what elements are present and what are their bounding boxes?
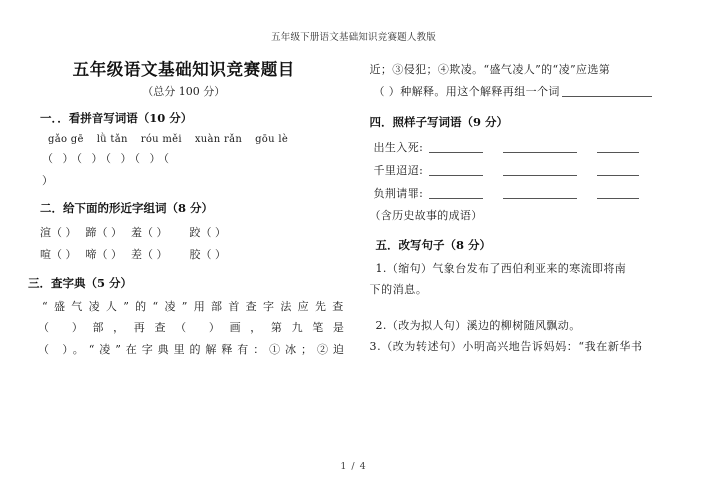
section-5-item-1-line-2: 下的消息。 — [369, 283, 428, 297]
char-blank-cell: 蹄（ ） — [85, 225, 122, 239]
right-column — [356, 59, 690, 360]
char-blank-cell: 渲（ ） — [40, 225, 77, 239]
section-3-heading: 三．查字典（5 分） — [28, 275, 133, 290]
section-1-answer-brackets-wrap — [22, 170, 346, 191]
section-1-answer-brackets — [22, 148, 346, 169]
answer-blank[interactable] — [503, 187, 577, 199]
char-blank-cell: 羞（ ） — [131, 225, 168, 239]
section-5-item-2: 2.（改为拟人句）溪边的柳树随风飘动。 — [375, 318, 581, 332]
section-3-continued-line-2 — [370, 81, 690, 102]
idiom-label: 出生入死: — [373, 140, 424, 154]
pinyin-word: róu měi — [140, 134, 182, 146]
section-3-line-3: （ ）。“凌”在字典里的解释有：①冰；②迫 — [38, 342, 346, 356]
bracket-row-tail: ） — [42, 173, 56, 187]
pinyin-word: lǜ tǎn — [96, 134, 128, 146]
section-2-heading: 二．给下面的形近字组词（8 分） — [40, 201, 214, 216]
answer-blank[interactable] — [429, 164, 483, 176]
answer-blank[interactable] — [503, 164, 577, 176]
answer-space — [370, 301, 690, 315]
answer-blank[interactable] — [597, 164, 639, 176]
bracket-row: （ ）（ ）（ ）（ ）（ — [42, 152, 172, 166]
section-3-line-2: （ ）部，再查（ ）画，第九笔是 — [38, 321, 346, 335]
answer-blank[interactable] — [597, 187, 639, 199]
section-3-line-1: “盛气凌人”的“凌”用部首查字法应先查 — [42, 299, 346, 313]
answer-blank[interactable] — [597, 141, 639, 153]
section-5-item-1-line-1: 1.（缩句）气象台发布了西伯利亚来的寒流即将南 — [375, 262, 627, 276]
section-5-item-3: 3.（改为转述句）小明高兴地告诉妈妈：“我在新华书 — [369, 340, 643, 354]
two-column-body — [0, 59, 707, 360]
section-5-heading: 五．改写句子（8 分） — [375, 237, 492, 252]
page-subtitle: （总分 100 分） — [142, 84, 226, 98]
char-blank-cell: 差（ ） — [131, 247, 168, 261]
char-blank-cell: 啼（ ） — [85, 247, 122, 261]
char-blank-cell: 跤（ ） — [189, 225, 226, 239]
section-4-row — [370, 182, 690, 205]
section-4-row — [370, 159, 690, 182]
answer-blank[interactable] — [429, 141, 483, 153]
pinyin-word: gōu lè — [255, 134, 289, 146]
section-2-row-1 — [22, 222, 346, 244]
section-2-row-2 — [22, 244, 346, 266]
pinyin-word: xuàn rǎn — [194, 134, 243, 146]
pinyin-word: gǎo gē — [48, 134, 84, 146]
char-blank-cell: 胶（ ） — [189, 247, 226, 261]
answer-blank[interactable] — [503, 141, 577, 153]
page-title: 五年级语文基础知识竞赛题目 — [72, 60, 295, 80]
section-4-row — [370, 136, 690, 159]
section-3-continued-text: （ ）种解释。用这个解释再组一个词 — [373, 84, 560, 98]
document-header: 五年级下册语文基础知识竞赛题人教版 — [271, 32, 436, 43]
section-3-continued-line-1: 近；③侵犯；④欺凌。“盛气凌人”的“凌”应选第 — [369, 63, 611, 77]
section-4-heading: 四．照样子写词语（9 分） — [369, 115, 509, 130]
left-column — [22, 59, 356, 360]
idiom-label: 千里迢迢: — [373, 163, 424, 177]
page-number: 1 / 4 — [340, 461, 367, 472]
section-1-heading: 一．．看拼音写词语（10 分） — [40, 111, 193, 126]
section-4-note: （含历史故事的成语） — [369, 208, 483, 222]
idiom-label: 负荆请罪: — [373, 186, 424, 200]
char-blank-cell: 喧（ ） — [40, 247, 77, 261]
section-1-pinyin-row — [22, 131, 346, 148]
answer-blank[interactable] — [562, 85, 652, 97]
answer-blank[interactable] — [429, 187, 483, 199]
